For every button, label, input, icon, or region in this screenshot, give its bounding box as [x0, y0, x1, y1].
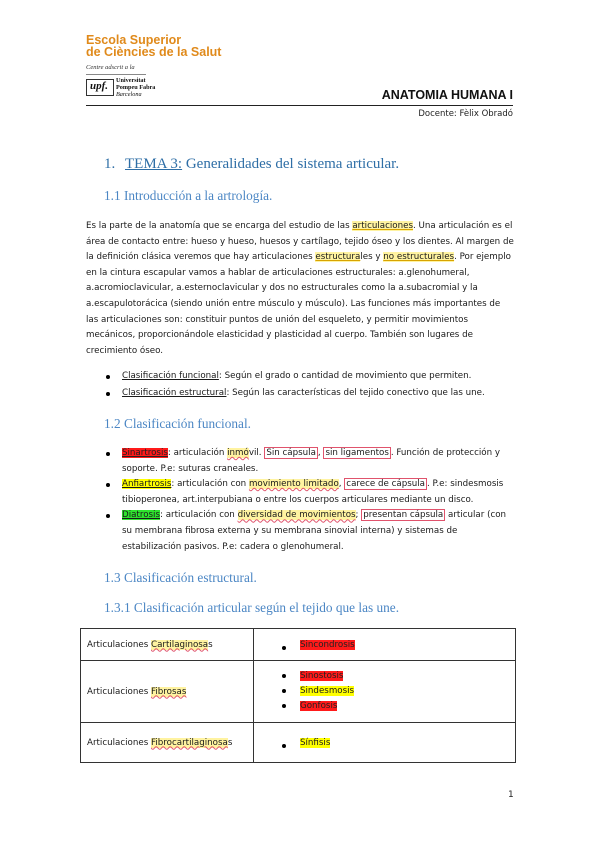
text: : articulación: [167, 448, 228, 458]
table-row: [81, 723, 516, 763]
highlight: Fibrocartilaginosa: [151, 737, 228, 748]
table-cell-type: [81, 661, 254, 723]
logo-line-2: de Ciències de la Salut: [86, 45, 222, 59]
bullet-icon: [106, 392, 110, 396]
intro-text-4: . Por ejemplo en la cintura escapular vamos a hablar de articulaciones estructurales: a.glenohumeral, a.acromioclavicular, a.esternoclavicular y dos no estructurales como la a.subacromial y la a.escapulotorácica (siendo unión entre músculo y músculo). Las funciones más importantes de las articulaciones son: constituir puntos de unión del esqueleto, y permitir movimientos mecánicos, proporcionándole elasticidad y plasticidad al cuerpo. También son lugares de crecimiento óseo.: [86, 252, 511, 356]
list-item: [282, 640, 509, 650]
bullet-text: : Según las características del tejido conectivo que las une.: [226, 387, 485, 398]
sinostosis-label: Sinostosis: [300, 671, 344, 681]
table-row: [81, 661, 516, 723]
section-1-number: 1.: [104, 156, 116, 172]
boxed-text: carece de cápsula: [346, 479, 426, 490]
logo-centre-text: Centre adscrit a la: [86, 64, 135, 71]
bullet-term: Clasificación funcional: [122, 371, 219, 381]
bullet-icon: [282, 674, 286, 678]
course-title: ANATOMIA HUMANA I: [381, 88, 513, 102]
list-item: [104, 369, 514, 385]
text: vil.: [248, 448, 265, 458]
text: Articulaciones: [87, 639, 151, 650]
sindesmosis-label: Sindesmosis: [300, 686, 355, 696]
intro-highlight-no-estructurales: no estructurales: [383, 252, 455, 263]
sincondrosis-label: Sincondrosis: [300, 639, 355, 650]
highlight: inmó: [227, 448, 249, 458]
list-item: [282, 684, 509, 699]
upf-line-3: Barcelona: [116, 91, 142, 98]
bullet-icon: [106, 375, 110, 379]
bullet-icon: [106, 452, 110, 456]
upf-line-2: Pompeu Fabra: [116, 84, 156, 91]
header-rule: [86, 105, 513, 106]
table-cell-subtypes: [254, 661, 516, 723]
intro-text-3: les y: [360, 252, 384, 263]
section-1-heading: [104, 156, 399, 173]
text: ,: [317, 448, 324, 458]
boxed-text: presentan cápsula: [363, 510, 444, 521]
upf-line-1: Universitat: [116, 77, 146, 84]
section-1-title: Generalidades del sistema articular.: [185, 156, 400, 172]
section-1-tema: TEMA 3:: [125, 156, 183, 172]
bullet-icon: [106, 514, 110, 518]
list-item-anfiartrosis: [104, 477, 514, 508]
list-item-diatrosis: [104, 508, 514, 555]
section-1-3-1-heading: 1.3.1 Clasificación articular según el tejido que las une.: [104, 600, 400, 615]
term-sinartrosis: Sinartrosis: [122, 448, 168, 458]
bullet-icon: [106, 483, 110, 487]
table-cell-subtypes: [254, 629, 516, 661]
section-1-3-heading: 1.3 Clasificación estructural.: [104, 570, 257, 585]
text: s: [208, 639, 213, 650]
text: . P.e: sindesmosis tibioperonea, art.interpubiana o entre los cuerpos articulares mediante un disco.: [122, 479, 504, 505]
text: : articulación con: [171, 479, 249, 490]
bullet-term: Clasificación estructural: [122, 387, 227, 398]
boxed-text: Sin cápsula: [266, 448, 316, 458]
section-1-1-heading: 1.1 Introducción a la artrología.: [104, 188, 273, 203]
text: : articulación con: [160, 510, 238, 521]
list-item: [282, 738, 509, 748]
text: Articulaciones: [87, 737, 151, 748]
bullet-icon: [282, 704, 286, 708]
highlight: diversidad de movimientos: [237, 510, 356, 521]
intro-paragraph: [86, 219, 514, 359]
list-item: [282, 699, 509, 714]
functional-list: [104, 446, 514, 555]
list-item: [282, 669, 509, 684]
highlight: Cartilaginosa: [151, 639, 209, 650]
table-cell-subtypes: [254, 723, 516, 763]
intro-text-2: . Una articulación es el área de contacto entre: hueso y hueso, huesos y cartílago, tejido óseo y los dientes. Al margen de la definición clásica veremos que hay articulaciones: [86, 221, 514, 263]
upf-mark: upf.: [90, 80, 109, 92]
table-cell-type: [81, 723, 254, 763]
bullet-text: : Según el grado o cantidad de movimiento que permiten.: [218, 371, 472, 381]
bullet-icon: [282, 646, 286, 650]
gonfosis-label: Gonfosis: [300, 701, 338, 711]
table-cell-type: [81, 629, 254, 661]
intro-highlight-estructura: estructura: [315, 252, 361, 263]
term-anfiartrosis: Anfiartrosis: [122, 479, 172, 490]
upf-logo-box: [86, 79, 114, 96]
intro-text-1: Es la parte de la anatomía que se encarga del estudio de las: [86, 221, 353, 231]
text: ,: [338, 479, 345, 490]
text: articular (con su membrana fibrosa externa y su membrana sinovial interna) y sistemas de estabilización pasivos. P.e: cadera o glenohumeral.: [122, 510, 507, 552]
section-1-2-heading: 1.2 Clasificación funcional.: [104, 416, 251, 431]
bullet-icon: [282, 744, 286, 748]
page-number: 1: [508, 790, 514, 800]
boxed-text: sin ligamentos: [325, 448, 389, 458]
term-diatrosis: Diatrosis: [122, 510, 160, 521]
docent-name: Docente: Fèlix Obradó: [418, 109, 513, 119]
structural-classification-table: [80, 628, 516, 763]
logo-divider: [86, 74, 146, 75]
highlight: Fibrosas: [151, 686, 187, 697]
text: ;: [355, 510, 362, 521]
bullet-icon: [282, 689, 286, 693]
text: s: [227, 737, 233, 748]
text: Articulaciones: [87, 686, 151, 697]
table-row: [81, 629, 516, 661]
text: . Función de protección y soporte. P.e: suturas craneales.: [122, 448, 500, 474]
intro-highlight-articulaciones: articulaciones: [352, 221, 413, 231]
classification-list: [104, 369, 514, 401]
list-item-sinartrosis: [104, 446, 514, 477]
list-item: [104, 386, 514, 402]
sinfisis-label: Sínfisis: [300, 737, 331, 748]
logo-line-1: Escola Superior: [86, 33, 182, 47]
highlight: movimiento limitado: [248, 479, 339, 490]
